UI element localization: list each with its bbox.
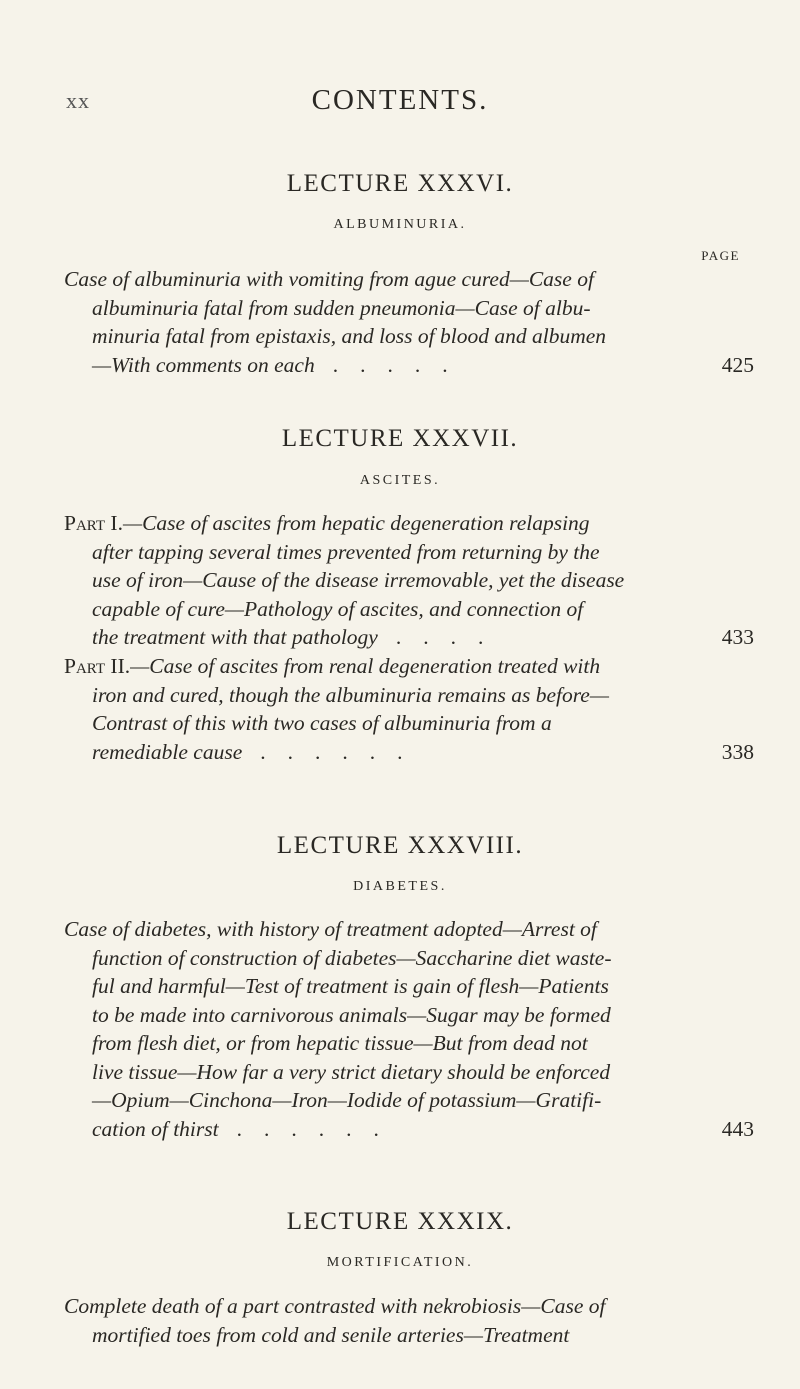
entry-line: to be made into carnivorous animals—Sugar may be formed <box>92 1002 611 1027</box>
leader-dots: .... <box>395 625 506 649</box>
entry-line-last <box>64 351 754 380</box>
page-number: 338 <box>721 739 754 764</box>
lecture-subject: ASCITES. <box>359 473 441 488</box>
entry-line <box>64 652 754 681</box>
entry-line <box>64 509 754 538</box>
entry-text: cation of thirst <box>92 1116 219 1141</box>
contents-entry <box>64 1292 754 1349</box>
part-label: Part II. <box>64 654 131 678</box>
entry-text: —With comments on each <box>92 352 315 377</box>
entry-line: function of construction of diabetes—Saccharine diet waste- <box>92 945 612 970</box>
lecture-subject: MORTIFICATION. <box>326 1255 474 1270</box>
entry-line: albuminuria fatal from sudden pneumonia—Case of albu- <box>92 295 591 320</box>
entry-line-last <box>64 1115 754 1144</box>
page-number: 433 <box>721 625 754 649</box>
page-column-label: PAGE <box>701 248 740 263</box>
running-head: CONTENTS. <box>311 84 489 116</box>
leader-dots: ...... <box>236 1116 401 1141</box>
lecture-title: LECTURE XXXIX. <box>286 1208 514 1235</box>
leader-dots: ..... <box>332 352 470 377</box>
contents-entry <box>64 509 754 652</box>
entry-line: ful and harmful—Test of treatment is gain of flesh—Patients <box>92 974 609 998</box>
entry-line: live tissue—How far a very strict dietary should be enforced <box>92 1059 611 1084</box>
entry-line: mortified toes from cold and senile arteries—Treatment <box>92 1322 570 1347</box>
entry-text: the treatment with that pathology <box>92 625 378 649</box>
entry-line: Case of diabetes, with history of treatment adopted—Arrest of <box>64 917 597 941</box>
entry-line: Case of albuminuria with vomiting from ague cured—Case of <box>64 267 594 291</box>
entry-text: —Case of ascites from hepatic degeneration relapsing <box>122 511 590 535</box>
entry-line: after tapping several times prevented from returning by the <box>92 539 600 564</box>
contents-entry <box>64 915 754 1143</box>
entry-text: —Case of ascites from renal degeneration treated with <box>130 654 601 678</box>
lecture-title: LECTURE XXXVIII. <box>276 832 524 859</box>
page-number: 425 <box>721 352 754 377</box>
contents-entry <box>64 652 754 766</box>
entry-line-last <box>64 623 754 652</box>
contents-entry <box>64 265 754 379</box>
entry-line: use of iron—Cause of the disease irremovable, yet the disease <box>92 568 625 592</box>
lecture-subject: ALBUMINURIA. <box>333 217 467 232</box>
entry-line: iron and cured, though the albuminuria remains as before— <box>92 682 609 707</box>
lecture-title: LECTURE XXXVI. <box>286 170 514 197</box>
page-number: 443 <box>721 1116 754 1141</box>
lecture-title: LECTURE XXXVII. <box>281 425 519 452</box>
entry-line-last <box>64 738 754 767</box>
entry-line: from flesh diet, or from hepatic tissue—But from dead not <box>92 1031 588 1055</box>
entry-text: remediable cause <box>92 739 243 764</box>
entry-line: minuria fatal from epistaxis, and loss of blood and albumen <box>92 324 607 348</box>
folio-number: xx <box>66 88 90 113</box>
entry-line: Contrast of this with two cases of albuminuria from a <box>92 711 552 735</box>
part-label: Part I. <box>64 511 123 535</box>
entry-line: capable of cure—Pathology of ascites, and connection of <box>92 596 584 621</box>
lecture-subject: DIABETES. <box>353 879 447 894</box>
entry-line: —Opium—Cinchona—Iron—Iodide of potassium—Gratifi- <box>92 1088 602 1112</box>
leader-dots: ...... <box>260 739 425 764</box>
entry-line: Complete death of a part contrasted with nekrobiosis—Case of <box>64 1294 606 1318</box>
